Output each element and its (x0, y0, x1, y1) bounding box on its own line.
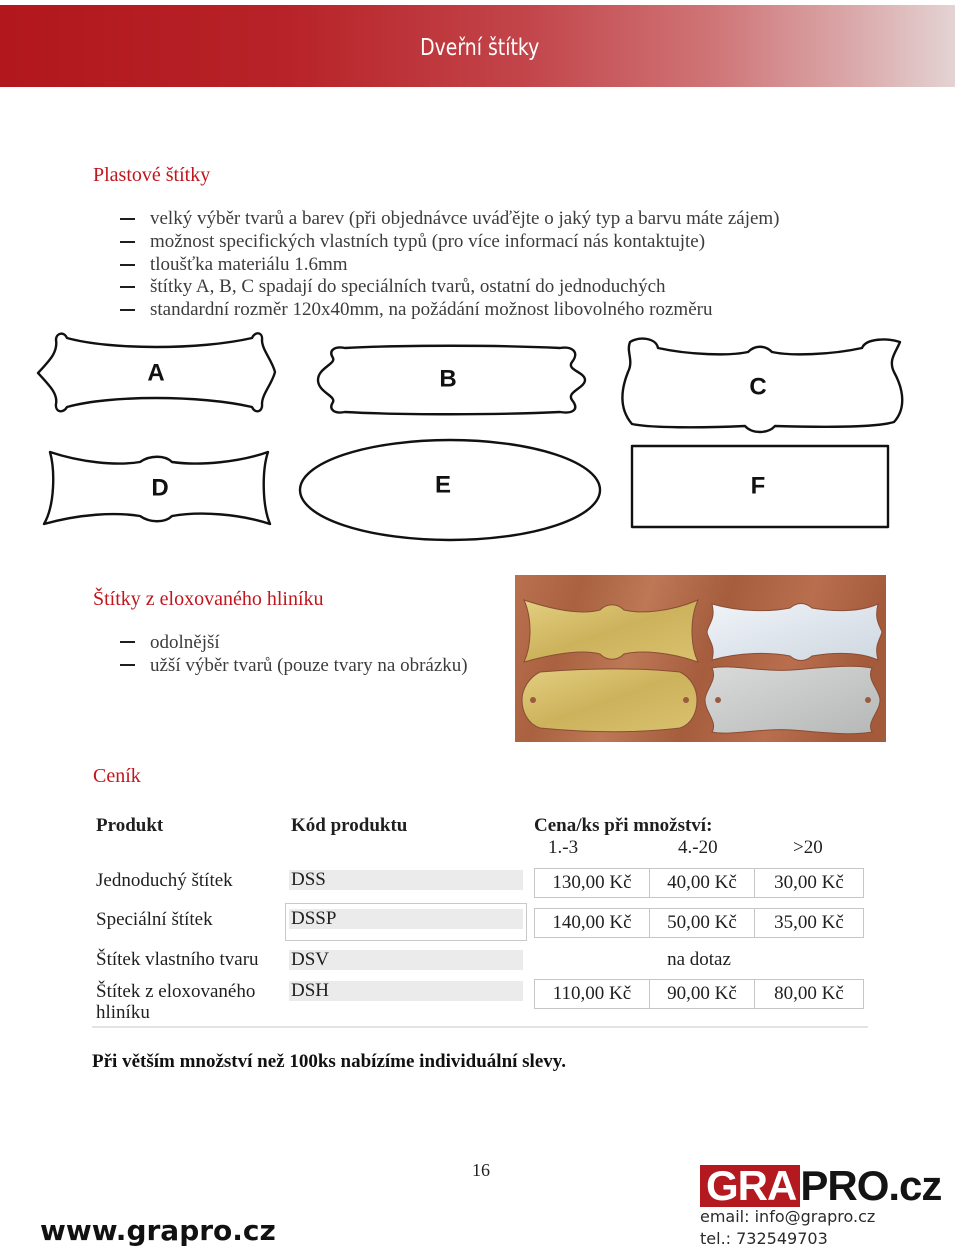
header-bar (0, 5, 955, 87)
product-code: DSV (291, 949, 330, 970)
mount-hole-icon (865, 697, 871, 703)
code-cell (289, 950, 523, 970)
list-item-text: tloušťka materiálu 1.6mm (150, 253, 348, 275)
quantity-header-2: 4.-20 (678, 837, 718, 858)
product-code: DSS (291, 869, 326, 890)
grey-plate-scroll (705, 666, 880, 733)
aluminium-features-list (150, 631, 468, 677)
price-cell: 110,00 Kč (534, 979, 650, 1009)
list-item (150, 299, 780, 322)
dash-bullet-icon (120, 641, 135, 643)
price-cells (534, 868, 864, 898)
product-name: Speciální štítek (96, 909, 213, 930)
section-heading-plastic: Plastové štítky (93, 164, 211, 186)
dash-bullet-icon (120, 218, 135, 220)
list-item (150, 276, 780, 299)
page-title (0, 33, 960, 63)
aluminium-plates-photo (515, 575, 886, 742)
section-heading-pricelist: Ceník (93, 765, 141, 787)
price-cells (534, 908, 864, 938)
product-code: DSSP (291, 908, 337, 929)
quantity-header-3: >20 (793, 837, 823, 858)
list-item-text: velký výběr tvarů a barev (při objednávce uváďějte o jaký typ a barvu máte zájem) (150, 208, 780, 229)
price-cell: 130,00 Kč (534, 868, 650, 898)
gold-plate-oval (522, 669, 697, 732)
plastic-features-list (150, 208, 780, 322)
mount-hole-icon (683, 697, 689, 703)
gold-plate-special (524, 600, 698, 662)
shape-f-label: F (750, 472, 766, 500)
shape-b-label: B (439, 365, 457, 393)
price-cell: 50,00 Kč (649, 908, 755, 938)
list-item (150, 654, 468, 677)
dash-bullet-icon (120, 309, 135, 311)
column-header-code: Kód produktu (291, 815, 408, 836)
list-item-text: užší výběr tvarů (pouze tvary na obrázku) (150, 655, 468, 676)
section-heading-aluminium: Štítky z eloxovaného hliníku (93, 588, 324, 610)
logo-rest: PRO.cz (800, 1162, 942, 1209)
contact-email[interactable]: email: info@grapro.cz (700, 1207, 876, 1226)
product-name: Jednoduchý štítek (96, 870, 233, 891)
column-header-price: Cena/ks při množství: (534, 815, 713, 836)
dash-bullet-icon (120, 264, 135, 266)
list-item (150, 631, 468, 654)
quantity-header-1: 1.-3 (548, 837, 579, 858)
price-cell: 30,00 Kč (754, 868, 864, 898)
grapro-logo (700, 1162, 942, 1209)
list-item (150, 231, 780, 254)
list-item (150, 254, 780, 277)
column-header-product: Produkt (96, 815, 164, 836)
logo-highlight: GRA (700, 1165, 800, 1207)
list-item-text: odolnější (150, 632, 220, 653)
product-code: DSH (291, 980, 330, 1001)
price-cell: 90,00 Kč (649, 979, 755, 1009)
plate-shapes-diagram (0, 325, 960, 547)
dash-bullet-icon (120, 241, 135, 243)
price-cell: 35,00 Kč (754, 908, 864, 938)
table-bottom-divider (92, 1026, 868, 1028)
page-title-text: Dveřní štítky (420, 35, 540, 61)
price-cells (534, 979, 864, 1009)
list-item (150, 208, 780, 231)
website-link[interactable]: www.grapro.cz (40, 1214, 276, 1247)
product-name: Štítek z eloxovaného hliníku (96, 981, 256, 1023)
price-on-request: na dotaz (667, 949, 731, 970)
dash-bullet-icon (120, 286, 135, 288)
list-item-text: možnost specifických vlastních typů (pro více informací nás kontaktujte) (150, 230, 706, 252)
shape-d-label: D (151, 474, 169, 502)
discount-note: Při větším množství než 100ks nabízíme individuální slevy. (92, 1051, 566, 1072)
price-cell: 80,00 Kč (754, 979, 864, 1009)
silver-plate-special (707, 604, 882, 661)
product-name: Štítek vlastního tvaru (96, 949, 259, 970)
mount-hole-icon (715, 697, 721, 703)
dash-bullet-icon (120, 664, 135, 666)
code-cell (289, 870, 523, 890)
list-item-text: štítky A, B, C spadají do speciálních tvarů, ostatní do jednoduchých (150, 276, 666, 298)
shape-c-label: C (749, 373, 767, 401)
mount-hole-icon (530, 697, 536, 703)
code-cell (289, 909, 523, 929)
code-cell (289, 981, 523, 1001)
contact-phone: tel.: 732549703 (700, 1229, 828, 1248)
price-cell: 40,00 Kč (649, 868, 755, 898)
shape-a-label: A (147, 359, 165, 387)
price-cell: 140,00 Kč (534, 908, 650, 938)
page-number: 16 (472, 1160, 490, 1180)
list-item-text: standardní rozměr 120x40mm, na požádání možnost libovolného rozměru (150, 299, 713, 321)
shape-e-label: E (434, 471, 452, 499)
